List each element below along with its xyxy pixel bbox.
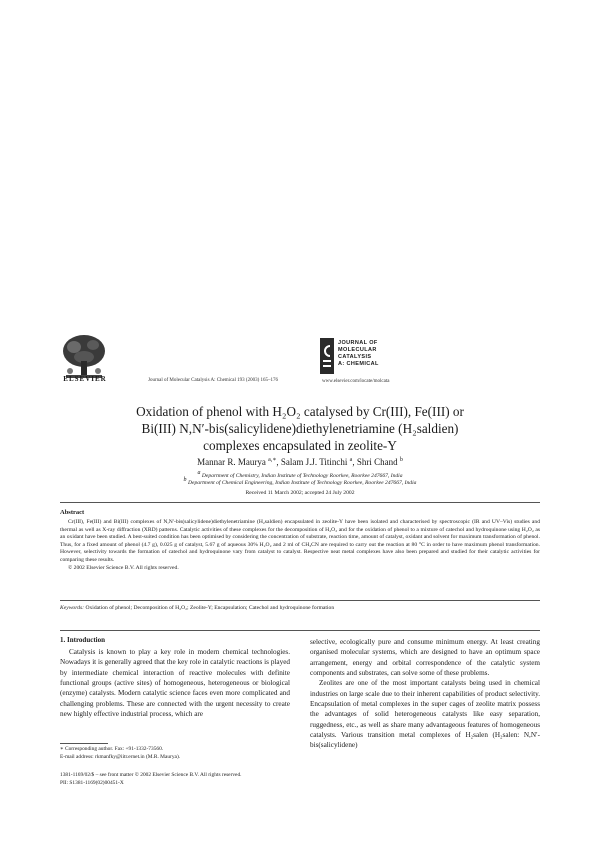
publisher-name: ELSEVIER xyxy=(63,375,107,383)
paragraph: Zeolites are one of the most important catalysts being used in chemical industries on large scale due to their inherent capabilities of product selectivity. Encapsulation of metal complexes in the super cages of zeolite matrix possess the advantages of solid heterogeneous catalysts like easy separation, ruggedness, etc., as well as share many advantageous features of homogeneous catalysts. Various transition metal complexes of H₂salen (H₂salen: N,N′-bis(salicylidene) xyxy=(310,679,540,750)
author-affiliation-mark[interactable]: b xyxy=(399,457,403,463)
author-name: Shri Chand xyxy=(356,457,398,467)
footnote-divider xyxy=(60,743,108,744)
article-title xyxy=(40,403,560,454)
abstract-heading: Abstract xyxy=(60,509,85,516)
received-dates: Received 11 March 2002; accepted 24 July 2002 xyxy=(245,490,355,496)
journal-url-link[interactable]: www.elsevier.com/locate/molcata xyxy=(322,379,390,384)
left-column xyxy=(60,647,290,719)
title-line: Bi(III) N,N′-bis(salicylidene)diethylenetriamine (H₂saldien) xyxy=(141,421,459,436)
divider xyxy=(60,502,540,503)
author-affiliation-mark[interactable]: a,∗ xyxy=(268,457,277,463)
divider xyxy=(60,600,540,601)
author-name: Mannar R. Maurya xyxy=(197,457,266,467)
pii-line: PII: S1381-1169(02)00451-X xyxy=(60,780,124,786)
divider xyxy=(60,630,540,631)
affiliation: $^b$ Department of Chemical Engineering, Indian Institute of Technology Roorkee, Roorkee 247667, India xyxy=(183,477,417,486)
title-line: Oxidation of phenol with H₂O₂ catalysed by Cr(III), Fe(III) or xyxy=(136,404,464,419)
journal-citation: Journal of Molecular Catalysis A: Chemical 193 (2003) 165–176 xyxy=(148,378,278,383)
email-address[interactable]: E-mail address: rkmanfky@iitr.ernet.in (M.R. Maurya). xyxy=(60,754,181,760)
keywords xyxy=(60,605,540,611)
right-column xyxy=(310,637,540,751)
issn-line: 1381-1169/02/$ – see front matter © 2002 Elsevier Science B.V. All rights reserved. xyxy=(60,772,242,778)
title-line: complexes encapsulated in zeolite-Y xyxy=(203,438,397,453)
paragraph: selective, ecologically pure and consume minimum energy. At least creating organised molecular systems, which are designed to have an optimum space arrangement, energy and orbital correspondence of the catalytic system components and substrates, can solve some of these problems. xyxy=(310,638,540,678)
section-heading: 1. Introduction xyxy=(60,636,105,644)
keywords-list: Oxidation of phenol; Decomposition of H₂O₂; Zeolite-Y; Encapsulation; Catechol and hydroquinone formation xyxy=(85,605,335,611)
paragraph: Catalysis is known to play a key role in modern chemical technologies. Nowadays it is generally agreed that the key role in catalytic reactions is played by intermediate chemical interaction of reactive molecules with definite functional groups (active sites) of homogeneous, heterogeneous or biological (enzyme) catalysts. Modern catalytic science faces even more complicated and challenging problems. These are connected with the urgent necessity to create new highly effective industrial process, which are xyxy=(60,648,290,719)
author-affiliation-mark[interactable]: a xyxy=(349,457,353,463)
author-name: Salam J.J. Titinchi xyxy=(280,457,348,467)
keywords-label: Keywords: xyxy=(60,605,85,611)
affiliation: $^a$ Department of Chemistry, Indian Institute of Technology Roorkee, Roorkee 247667, India xyxy=(197,470,403,479)
journal-logo-text: JOURNAL OF MOLECULAR CATALYSIS A: CHEMICAL xyxy=(338,340,379,367)
author-list: Mannar R. Maurya $^{a,∗}$, Salam J.J. Titinchi $^a$, Shri Chand $^b$ xyxy=(197,457,403,467)
abstract-body: Cr(III), Fe(III) and Bi(III) complexes of N,N′-bis(salicylidene)diethylenetriamine (H₂saldien) encapsulated in zeolite-Y have been isolated and characterised by spectroscopic (IR and UV–Vis) studies and thermal as well as X-ray diffraction (XRD) patterns. Catalytic activities of these complexes for the decomposition of H₂O₂ and for the oxidation of phenol to a mixture of catechol and hydroquinone using H₂O₂ as an oxidant have been studied. A best-suited condition has been optimised by considering the concentration of substrate, reaction time, amount of catalyst, oxidant and solvent for maximum transformation of phenol. Thus, for a fixed amount of phenol (4.7 g), 0.025 g of catalyst, 5.67 g of aqueous 30% H₂O₂ and 2 ml of CH₃CN are required to carry out the reaction at 80 °C in order to have maximum phenol transformation. However, selectivity towards the formation of catechol and hydroquinone vary from catalyst to catalyst. Respective neat metal complexes have also been prepared and studied for their catalytic activities for comparing these results. © 2002 Elsevier Science B.V. All rights reserved. xyxy=(60,519,540,571)
copyright-notice: © 2002 Elsevier Science B.V. All rights reserved. xyxy=(68,564,179,571)
journal-logo-icon xyxy=(320,338,334,374)
corresponding-author-note: ∗ Corresponding author. Fax: +91-1332-73560. xyxy=(60,746,164,752)
